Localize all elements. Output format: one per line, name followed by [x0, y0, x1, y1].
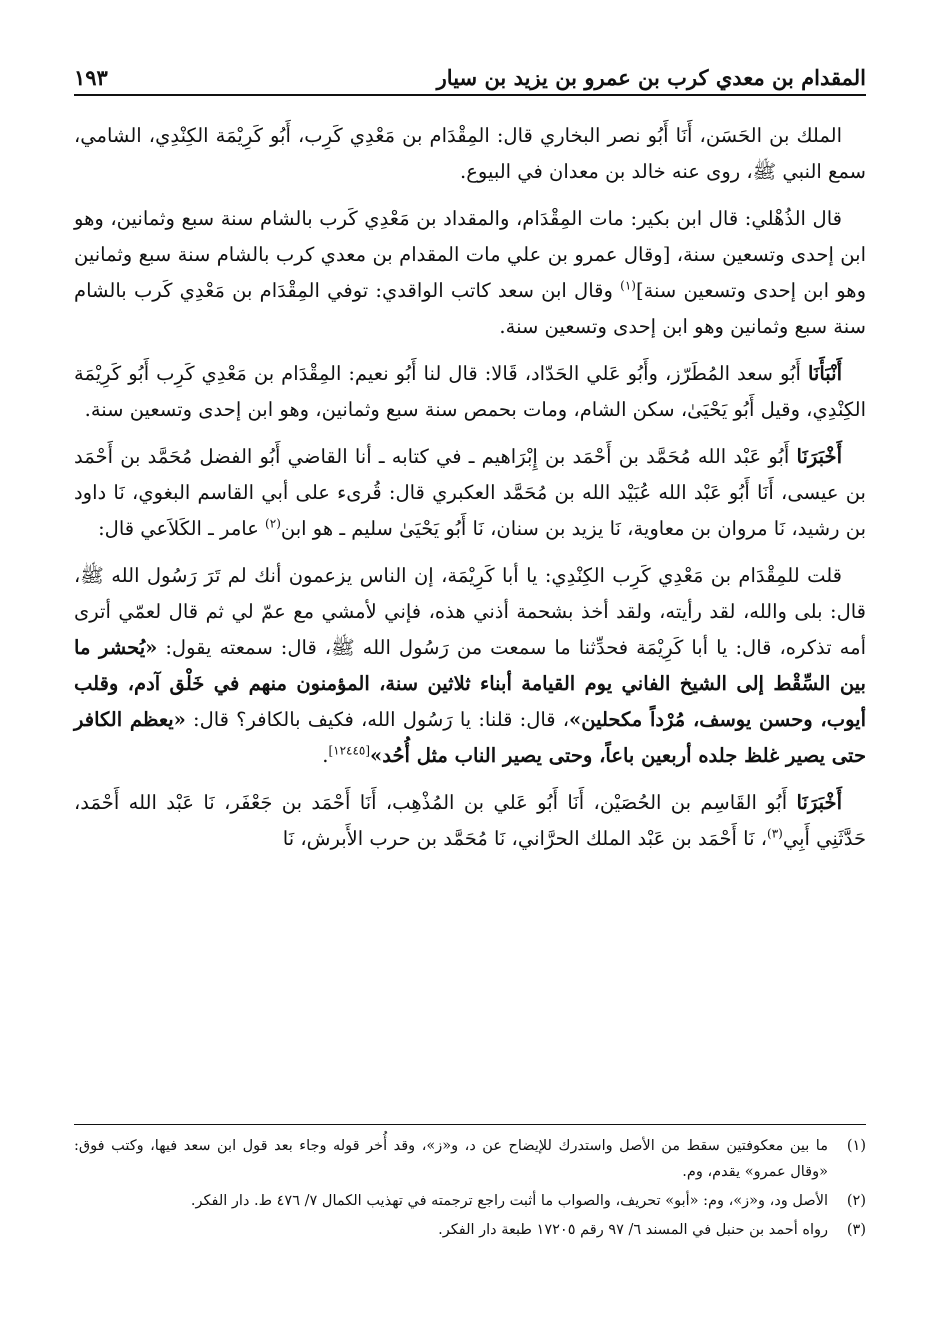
footnote: [74, 1217, 866, 1243]
main-text: [74, 118, 866, 868]
paragraph: [74, 201, 866, 345]
footnote-number: (٢): [846, 1193, 866, 1209]
running-title: المقدام بن معدي كرب بن عمرو بن يزيد بن سيار: [436, 65, 866, 90]
footnotes-section: [74, 1124, 866, 1246]
footnote-number: (١): [846, 1138, 866, 1154]
emphasized-text: «يُحشر ما بين السِّقْط إلى الشيخ الفاني يوم القيامة أبناء ثلاثين سنة، المؤمنون منهم في خَلْق آدم، وقلب أيوب، وحسن يوسف، مُرْداً مكحلين»: [74, 636, 867, 731]
text-run: الملك بن الحَسَن، أَنَا أَبُو نصر البخاري قال: المِقْدَام بن مَعْدِي كَرِب، أَبُو كَرِيْمَة الكِنْدِي، الشامي، سمع النبي ﷺ، روى عنه خالد بن معدان في البيوع.: [74, 124, 866, 183]
paragraph: [74, 785, 866, 857]
text-run: قلت للمِقْدَام بن مَعْدِي كَرِب الكِنْدِي: يا أبا كَرِيْمَة، إن الناس يزعمون أنك لم تَرَ رَسُول الله ﷺ، قال: بلى والله، لقد رأيته، ولقد أخذ بشحمة أذني هذه، فإني لأمشي مع عمّ لي ثم قال لعمّي أترى أمه تذكره، قال: يا أبا كَرِيْمَة فحدِّثنا ما سمعت من رَسُول الله ﷺ، قال: سمعته يقول:: [74, 564, 866, 659]
footnote-marker: [١٢٤٤٥]: [328, 743, 371, 758]
paragraph: [74, 118, 866, 190]
text-run: قال الذُهْلي: قال ابن بكير: مات المِقْدَام، والمقداد بن مَعْدِي كَرب بالشام سنة سبع وثمانين، وهو ابن إحدى وتسعين سنة، [وقال عمرو بن علي مات المقدام بن معدي كرب بالشام سنة سبع وثمانين وهو ابن إحدى وتسعين سنة]: [74, 207, 866, 302]
text-run: .: [322, 744, 329, 767]
text-run: ، قال: قلنا: يا رَسُول الله، فكيف بالكافر؟ قال:: [185, 708, 570, 731]
emphasized-text: أَخْبَرَنَا: [796, 791, 842, 814]
page-number: ١٩٣: [74, 65, 108, 90]
footnote-text: ما بين معكوفتين سقط من الأصل واستدرك للإيضاح عن د، و«ز»، وقد أُخر قوله وجاء بعد قول ابن سعد فيها، وكتب فوق: «وقال عمرو» يقدم، وم.: [74, 1138, 828, 1180]
emphasized-text: «يعظم الكافر حتى يصير غلظ جلده أربعين باعاً، وحتى يصير الناب مثل أُحُد»: [74, 708, 866, 767]
text-run: أَبُو سعد المُطَرّز، وأَبُو عَلي الحَدّاد، قَالا: قال لنا أَبُو نعيم: المِقْدَام بن مَعْدِي كَرِب أَبُو كَرِيْمَة الكِنْدِي، وقيل أَبُو يَحْيَىٰ، سكن الشام، ومات بحمص سنة سبع وثمانين، وهو ابن إحدى وتسعين سنة.: [74, 362, 866, 421]
text-run: عامر ـ الكَلاَعي قال:: [98, 517, 266, 540]
paragraph: [74, 356, 866, 428]
footnote-marker: (٣): [767, 826, 783, 841]
emphasized-text: أَخْبَرَنَا: [796, 445, 842, 468]
footnote: [74, 1188, 866, 1214]
text-run: وقال ابن سعد كاتب الواقدي: توفي المِقْدَام بن مَعْدِي كَرب بالشام سنة سبع وثمانين وهو ابن إحدى وتسعين سنة.: [74, 279, 866, 338]
footnote-marker: (١): [620, 278, 636, 293]
footnote-text: الأصل ود، و«ز»، وم: «أبو» تحريف، والصواب ما أثبت راجع ترجمته في تهذيب الكمال ٧/ ٤٧٦ ط. دار الفكر.: [190, 1193, 828, 1209]
footnote-number: (٣): [846, 1222, 866, 1238]
page-header: [74, 52, 866, 96]
paragraph: [74, 558, 866, 774]
text-run: أَبُو القَاسِم بن الحُصَيْن، أَنَا أَبُو عَلي بن المُذْهِب، أَنَا أَحْمَد بن جَعْفَر، نَا عَبْد الله أَحْمَد، حَدَّثَنِي أَبِي: [74, 791, 866, 850]
footnote: [74, 1133, 866, 1185]
paragraph: [74, 439, 866, 547]
emphasized-text: أَنْبَأَنَا: [807, 362, 842, 385]
footnote-text: رواه أحمد بن حنبل في المسند ٦/ ٩٧ رقم ١٧٢٠٥ طبعة دار الفكر.: [438, 1222, 828, 1238]
footnote-marker: (٢): [265, 516, 281, 531]
text-run: أَبُو عَبْد الله مُحَمَّد بن أَحْمَد بن إِبْرَاهيم ـ في كتابه ـ أنا القاضي أَبُو الفضل مُحَمَّد بن أَحْمَد بن عيسى، أَنَا أَبُو عَبْد الله عُبَيْد الله بن مُحَمَّد العكبري قال: قُرىء على أبي القاسم البغوي، نَا داود بن رشيد، نَا مروان بن معاوية، نَا يزيد بن سنان، نَا أَبُو يَحْيَىٰ سليم ـ هو ابن: [74, 445, 866, 540]
text-run: ، نَا أَحْمَد بن عَبْد الملك الحرَّاني، نَا مُحَمَّد بن حرب الأَبرش، نَا: [282, 827, 768, 850]
